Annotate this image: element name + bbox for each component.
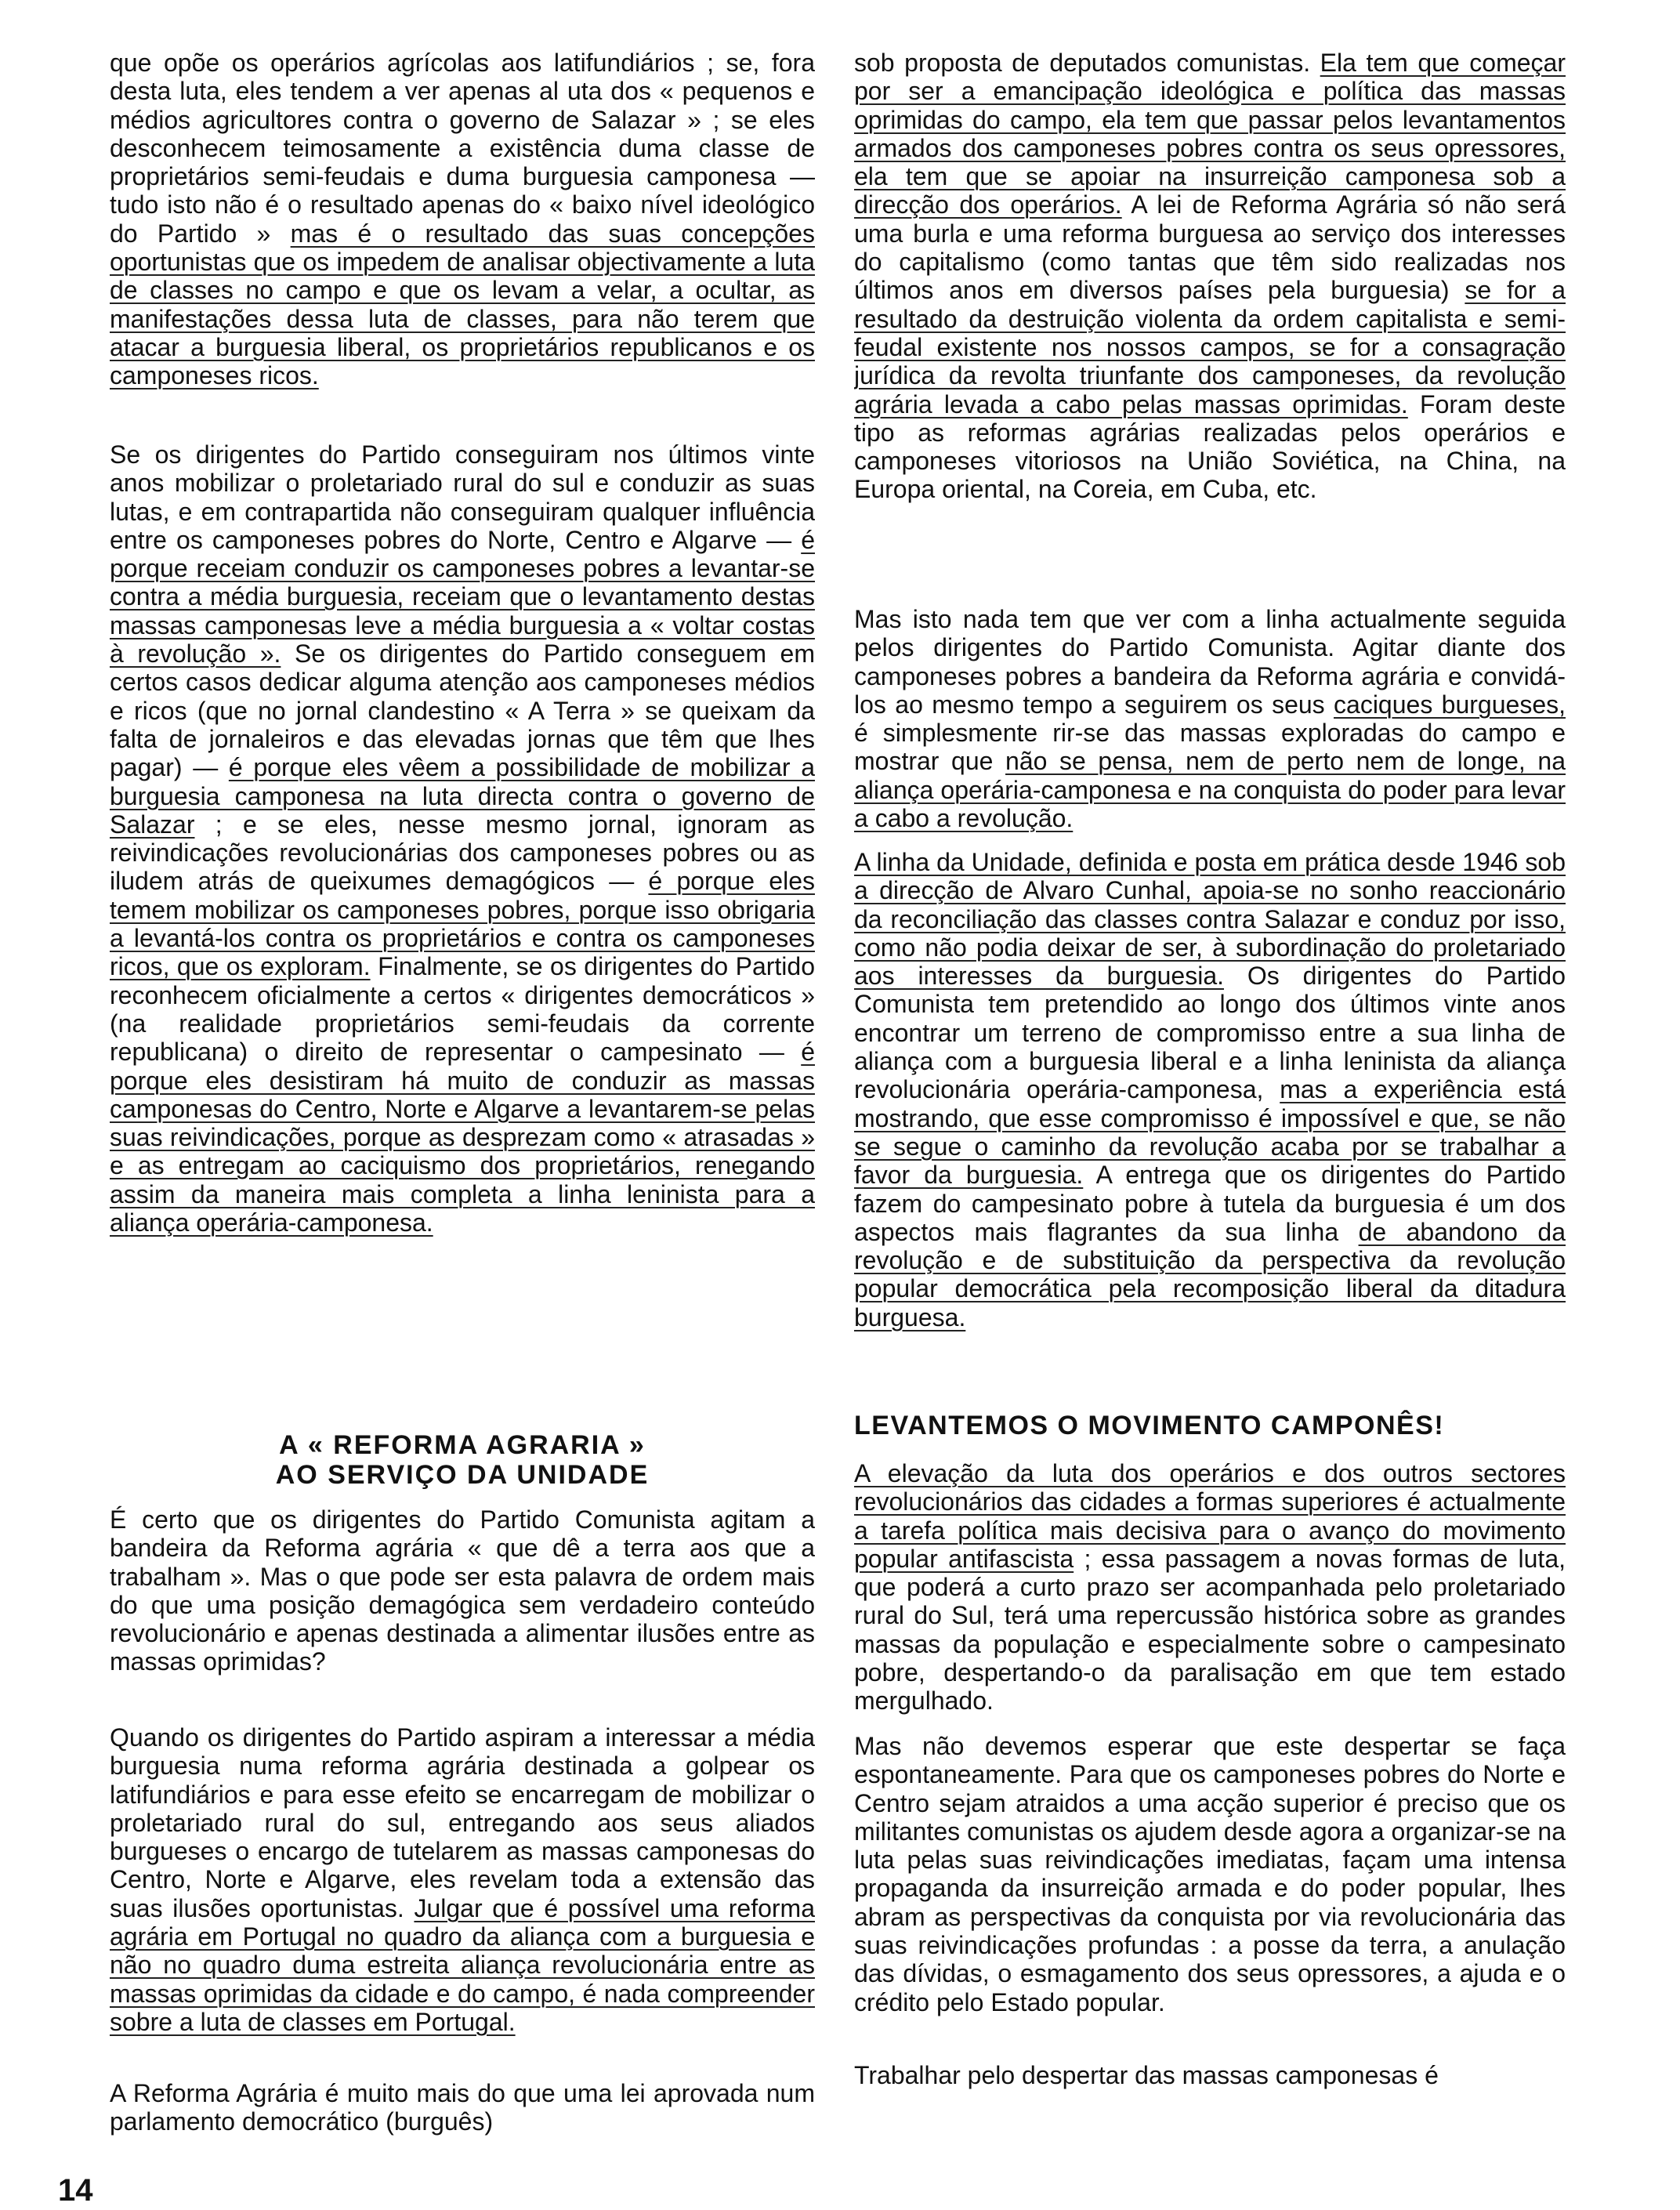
right-paragraph-5: Mas não devemos esperar que este despertar se faça espontaneamente. Para que os camponeses pobres do Norte e Centro sejam atraidos a uma acção superior é preciso que os militantes comunistas os ajudem desde agora a organizar-se na luta pelas suas reivindicações imediatas, façam uma intensa propaganda da insurreição armada e do poder popular, lhes abram as perspectivas da conquista por via revolucionária das suas reivindicações profundas : a posse da terra, a anulação das dívidas, o esmagamento dos seus opressores, a ajuda e o crédito pelo Estado popular. [854,1732,1566,2016]
section-heading-reforma-agraria [110,1430,815,1490]
underlined-passage: Ela tem que começar por ser a emancipação ideológica e política das massas oprimidas do campo, ela tem que passar pelos levantamentos armados dos camponeses pobres contra os seus opressores, ela tem que se apoiar na insurreição camponesa sob a direcção dos operários. [854,49,1566,219]
heading-line-2: AO SERVIÇO DA UNIDADE [275,1460,650,1490]
underlined-passage: é porque receiam conduzir os camponeses pobres a levantar-se contra a média burguesia, receiam que o levantamento destas massas camponesas leve a média burguesia a « voltar costas à revolução ». [110,525,815,668]
text-run: Os dirigentes do Partido Comunista tem pretendido ao longo dos últimos vinte anos encontrar um terreno de compromisso entre a sua linha de aliança com a burguesia liberal e a linha leninista da aliança revolucionária operária-camponesa, [854,962,1566,1104]
text-run: A lei de Reforma Agrária só não será uma burla e uma reforma burguesa ao serviço dos interesses do capitalismo (como tantas que têm sido realizadas nos últimos anos em diversos países pela burguesia) [854,190,1566,305]
underlined-passage: de abandono da revolução e de substituição da perspectiva da revolução popular democrática pela recomposição liberal da ditadura burguesa. [854,1217,1566,1331]
section-heading-movimento-campones: LEVANTEMOS O MOVIMENTO CAMPONÊS! [854,1411,1445,1440]
underlined-passage: mas é o resultado das suas concepções oportunistas que os impedem de analisar objectivamente a luta de classes no campo e que os levam a velar, a ocultar, as manifestações dessa luta de classes, para não terem que atacar a burguesia liberal, os proprietários republicanos e os camponeses ricos. [110,219,815,390]
text-run: ; e se eles, nesse mesmo jornal, ignoram as reivindicações revolucionárias dos camponeses pobres ou as iludem atrás de queixumes demagógicos — [110,810,815,896]
page-number: 14 [58,2173,93,2208]
underlined-passage: caciques burgueses, [1334,690,1566,719]
left-paragraph-1 [110,49,815,418]
underlined-passage: não se pensa, nem de perto nem de longe, na aliança operária-camponesa e na conquista do poder para levar a cabo a revolução. [854,747,1566,832]
underlined-passage: A elevação da luta dos operários e dos outros sectores revolucionários das cidades a formas superiores é actualmente a tarefa política mais decisiva para o avanço do movimento popular antifascista [854,1459,1566,1573]
text-run: sob proposta de deputados comunistas. [854,49,1320,77]
underlined-passage: mas a experiência está mostrando, que esse compromisso é impossível e que, se não se segue o caminho da revolução acaba por se trabalhar a favor da burguesia. [854,1075,1566,1190]
underlined-passage: é porque eles vêem a possibilidade de mobilizar a burguesia camponesa na luta directa contra o governo de Salazar [110,753,815,839]
underlined-passage: é porque eles temem mobilizar os camponeses pobres, porque isso obrigaria a levantá-los contra os proprietários e contra os camponeses ricos, que os exploram. [110,867,815,981]
left-paragraph-4 [110,1723,815,2065]
right-paragraph-3 [854,848,1566,1360]
text-run: é simplesmente rir-se das massas exploradas do campo e mostrar que [854,719,1566,776]
left-paragraph-3: É certo que os dirigentes do Partido Comunista agitam a bandeira da Reforma agrária « que dê a terra aos que a trabalham ». Mas o que pode ser esta palavra de ordem mais do que uma posição demagógica sem verdadeiro conteúdo revolucionário e apenas destinada a alimentar ilusões entre as massas oprimidas? [110,1505,815,1676]
text-run: Foram deste tipo as reformas agrárias realizadas pelos operários e camponeses vitoriosos na União Soviética, na China, na Europa oriental, na Coreia, em Cuba, etc. [854,389,1566,504]
text-run: Quando os dirigentes do Partido aspiram a interessar a média burguesia numa reforma agrária destinada a golpear os latifundiários e para esse efeito se encarregam de mobilizar o proletariado rural do sul, entregando aos seus aliados burgueses o encargo de tutelarem as massas camponesas do Centro, Norte e Algarve, eles revelam toda a extensão das suas ilusões oportunistas. [110,1723,815,1922]
underlined-passage: se for a resultado da destruição violenta da ordem capitalista e semi-feudal existente nos nossos campos, se for a consagração jurídica da revolta triunfante dos camponeses, da revolução agrária levada a cabo pelas massas oprimidas. [854,276,1566,418]
text-run: Finalmente, se os dirigentes do Partido reconhecem oficialmente a certos « dirigentes democráticos » (na realidade proprietários semi-feudais da corrente republicana) o direito de representar o campesinato — [110,952,815,1067]
text-run: A entrega que os dirigentes do Partido fazem do campesinato pobre à tutela da burguesia é um dos aspectos mais flagrantes da sua linha [854,1161,1566,1246]
right-paragraph-1 [854,49,1566,589]
left-column [110,49,815,2137]
left-paragraph-2 [110,440,815,1361]
right-paragraph-4 [854,1459,1566,1716]
right-paragraph-6: Trabalhar pelo despertar das massas camponesas é [854,2061,1439,2089]
left-paragraph-5: A Reforma Agrária é muito mais do que uma lei aprovada num parlamento democrático (burguês) [110,2079,815,2136]
text-run: Se os dirigentes do Partido conseguiram nos últimos vinte anos mobilizar o proletariado rural do sul e conduzir as suas lutas, e em contrapartida não conseguiram qualquer influência entre os camponeses pobres do Norte, Centro e Algarve — [110,440,815,554]
underlined-passage: A linha da Unidade, definida e posta em prática desde 1946 sob a direcção de Alvaro Cunhal, apoia-se no sonho reaccionário da reconciliação das classes contra Salazar e conduz por isso, como não podia deixar de ser, à subordinação do proletariado aos interesses da burguesia. [854,848,1566,991]
right-column [854,49,1566,2092]
text-run: Se os dirigentes do Partido conseguem em certos casos dedicar alguma atenção aos camponeses médios e ricos (que no jornal clandestino « A Terra » se queixam da falta de jornaleiros e das elevadas jornas que têm que lhes pagar) — [110,639,815,782]
text-run: ; essa passagem a novas formas de luta, que poderá a curto prazo ser acompanhada pelo proletariado rural do Sul, terá uma repercussão histórica sobre as grandes massas da população e especialmente sobre o campesinato pobre, despertando-o da paralisação em que tem estado mergulhado. [854,1544,1566,1715]
underlined-passage: é porque eles desistiram há muito de conduzir as massas camponesas do Centro, Norte e Algarve a levantarem-se pelas suas reivindicações, porque as desprezam como « atrasadas » e as entregam ao caciquismo dos proprietários, renegando assim da maneira mais completa a linha leninista para a aliança operária-camponesa. [110,1038,815,1237]
text-run: que opõe os operários agrícolas aos latifundiários ; se, fora desta luta, eles tendem a ver apenas al uta dos « pequenos e médios agricultores contra o governo de Salazar » ; se eles desconhecem teimosamente a existência duma classe de proprietários semi-feudais e duma burguesia camponesa — tudo isto não é o resultado apenas do « baixo nível ideológico do Partido » [110,49,815,248]
text-run: Mas isto nada tem que ver com a linha actualmente seguida pelos dirigentes do Partido Comunista. Agitar diante dos camponeses pobres a bandeira da Reforma agrária e convidá-los ao mesmo tempo a seguirem os seus [854,605,1566,719]
right-paragraph-2 [854,605,1566,832]
heading-line-1: A « REFORMA AGRARIA » [279,1430,646,1460]
underlined-passage: Julgar que é possível uma reforma agrária em Portugal no quadro da aliança com a burguesia e não no quadro duma estreita aliança revolucionária entre as massas oprimidas da cidade e do campo, é nada compreender sobre a luta de classes em Portugal. [110,1893,815,2036]
